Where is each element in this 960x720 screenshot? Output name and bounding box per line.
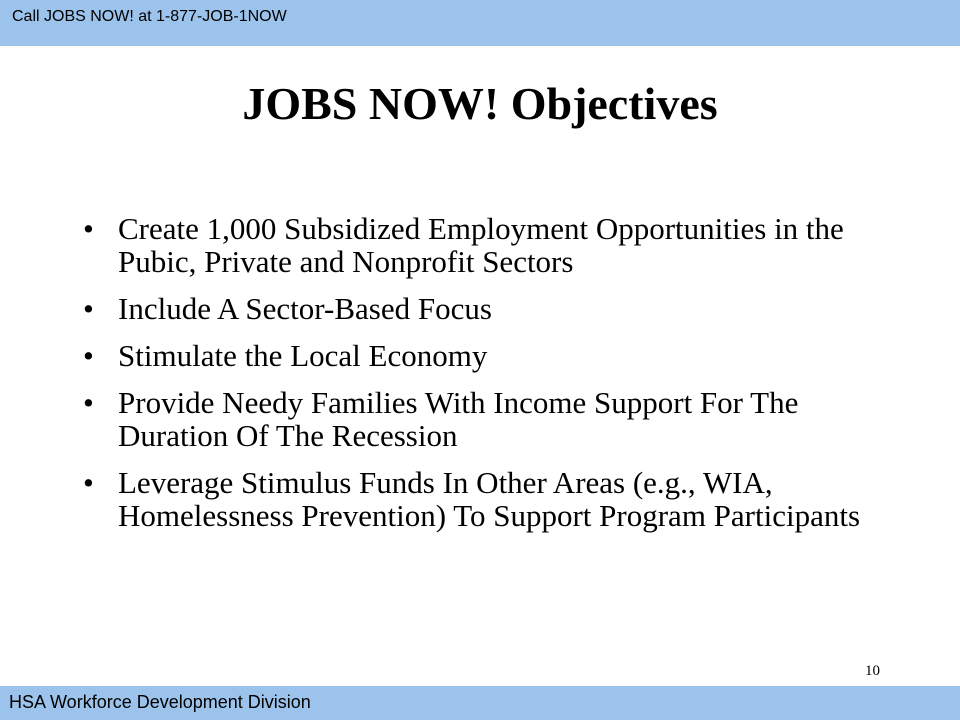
list-item-text: Create 1,000 Subsidized Employment Opportunities in the Pubic, Private and Nonprofit Sectors [118, 211, 844, 279]
header-text: Call JOBS NOW! at 1-877-JOB-1NOW [12, 8, 287, 25]
bullet-icon: • [83, 385, 94, 420]
list-item [80, 339, 880, 372]
slide-title: JOBS NOW! Objectives [242, 78, 718, 129]
list-item-text: Include A Sector-Based Focus [118, 291, 492, 326]
footer-bar [0, 686, 960, 720]
list-item [80, 212, 880, 278]
header-bar [0, 0, 960, 46]
list-item [80, 292, 880, 325]
bullet-icon: • [83, 338, 94, 373]
bullet-icon: • [83, 465, 94, 500]
list-item-text: Stimulate the Local Economy [118, 338, 488, 373]
bullet-icon: • [83, 211, 94, 246]
footer-text: HSA Workforce Development Division [9, 692, 311, 712]
bullet-icon: • [83, 291, 94, 326]
objectives-list [80, 212, 880, 546]
page-number: 10 [865, 663, 880, 679]
list-item [80, 386, 880, 452]
list-item-text: Provide Needy Families With Income Support For The Duration Of The Recession [118, 385, 799, 453]
list-item [80, 466, 880, 532]
list-item-text: Leverage Stimulus Funds In Other Areas (e.g., WIA, Homelessness Prevention) To Support Program Participants [118, 465, 861, 533]
